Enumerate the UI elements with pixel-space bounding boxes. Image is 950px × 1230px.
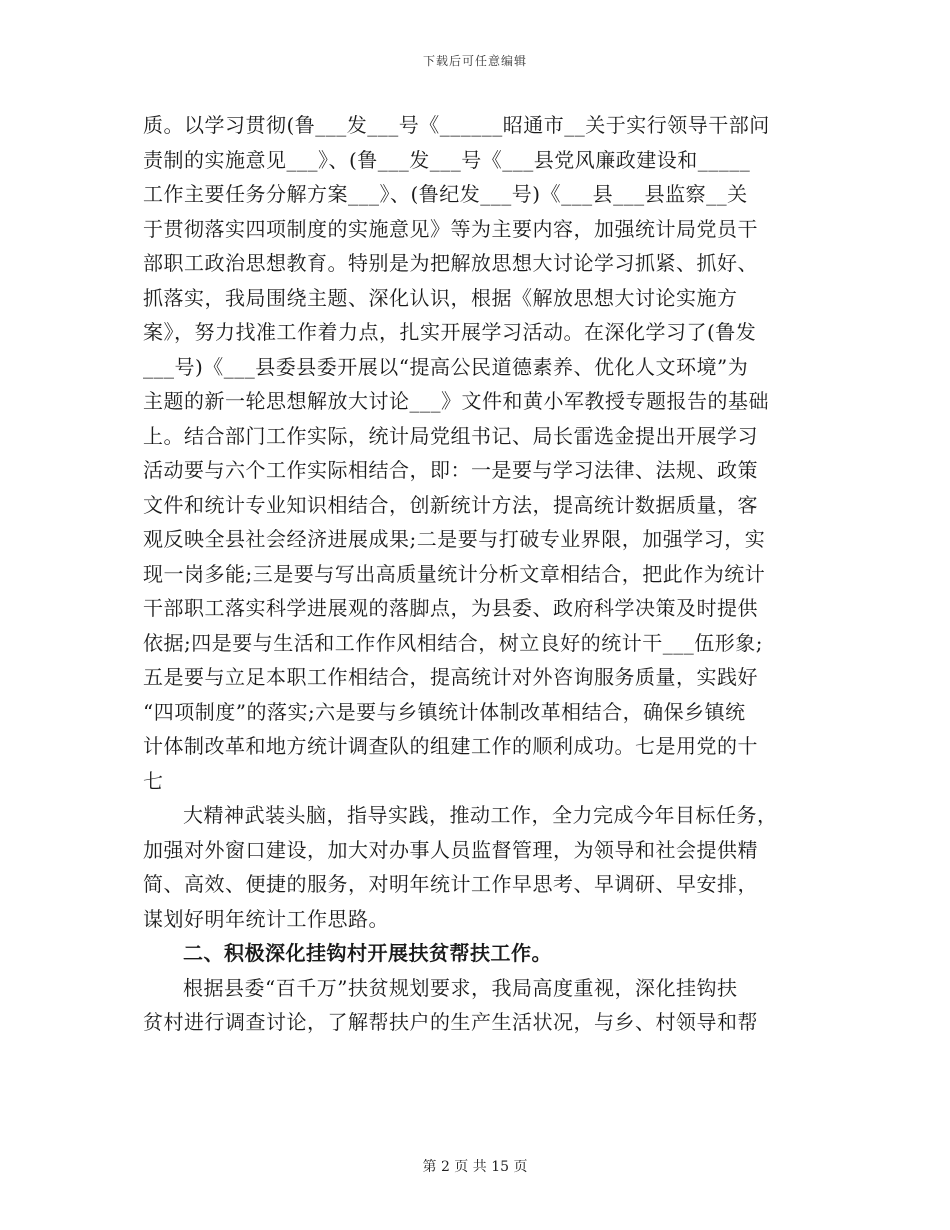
section-heading-poverty-alleviation: 二、积极深化挂钩村开展扶贫帮扶工作。 [183,941,552,965]
page-header-note: 下载后可任意编辑 [422,54,527,68]
paragraph-seventeenth-spirit: 大精神武装头脑，指导实践，推动工作，全力完成今年目标任务， 加强对外窗口建设，加大对办事人员监督管理，为领导和社会提供精 简、高效、便捷的服务，对明年统计工作早思考、早调研、早安排， 谋划好明年统计工作思路。 [143,803,778,931]
document-body [143,108,803,1040]
paragraph-poverty-plan: 根据县委“百千万”扶贫规划要求，我局高度重视，深化挂钩扶 贫村进行调查讨论，了解帮扶户的生产生活状况，与乡、村领导和帮 [143,975,758,1034]
paragraph-study-activities: 质。以学习贯彻(鲁___发___号《______昭通市__关于实行领导干部问 责制的实施意见___》、(鲁___发___号《___县党风廉政建设和_____ 工作主要任务分解方案___》、(鲁纪发___号)《___县___县监察__关 于贯彻落实四项制度的实施意见》等为主要内容，加强统计局党员干 部职工政治思想教育。特别是为把解放思想大讨论学习抓紧、抓好、 抓落实，我局围绕主题、深化认识，根据《解放思想大讨论实施方 案》，努力找准工作着力点，扎实开展学习活动。在深化学习了(鲁发 ___号)《___县委县委开展以“提高公民道德素养、优化人文环境”为 主题的新一轮思想解放大讨论___》文件和黄小军教授专题报告的基础 上。结合部门工作实际，统计局党组书记、局长雷选金提出开展学习 活动要与六个工作实际相结合，即：一是要与学习法律、法规、政策 文件和统计专业知识相结合，创新统计方法，提高统计数据质量，客 观反映全县社会经济进展成果;二是要与打破专业界限，加强学习，实 现一岗多能;三是要与写出高质量统计分析文章相结合，把此作为统计 干部职工落实科学进展观的落脚点，为县委、政府科学决策及时提供 依据;四是要与生活和工作作风相结合，树立良好的统计干___伍形象; 五是要与立足本职工作相结合，提高统计对外咨询服务质量，实践好 “四项制度”的落实;六是要与乡镇统计体制改革相结合，确保乡镇统 计体制改革和地方统计调查队的组建工作的顺利成功。七是用党的十 七 [143,113,770,793]
page-number: 第 2 页 共 15 页 [422,1159,528,1175]
